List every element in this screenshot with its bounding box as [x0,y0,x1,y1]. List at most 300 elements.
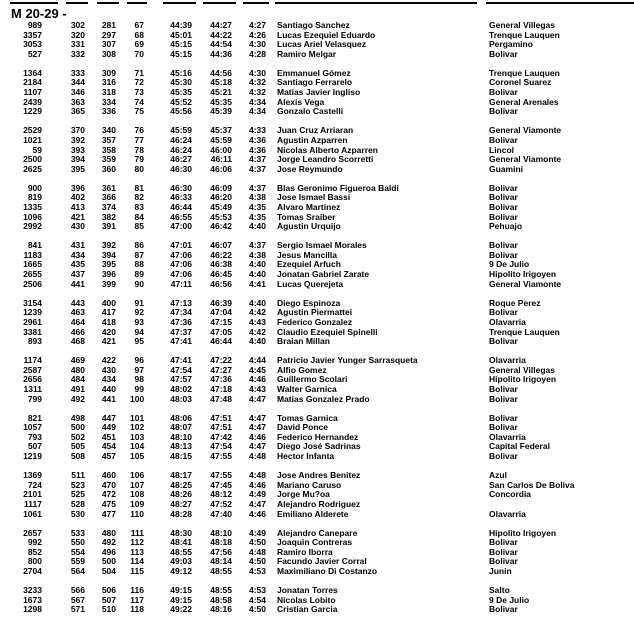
gender-position: 440 [101,384,116,394]
header-rule [10,2,58,4]
pace: 4:27 [248,20,266,30]
gun-time: 47:41 [170,355,192,366]
pace: 4:43 [248,316,266,327]
pace: 4:34 [248,96,266,107]
category-position: 112 [130,537,144,548]
chip-time: 48:14 [210,556,232,567]
general-position: 528 [70,498,85,509]
result-row [0,395,634,405]
pace: 4:47 [248,412,266,423]
gender-position: 447 [101,412,116,423]
chip-time: 46:11 [210,154,232,165]
category-position: 95 [134,336,144,347]
bib-number: 59 [32,144,42,155]
general-position: 413 [70,202,85,212]
general-position: 505 [70,441,85,452]
athlete-name: Jesus Mancilla [277,249,338,260]
gender-position: 496 [101,546,116,557]
gender-position: 472 [101,489,116,500]
gender-position: 480 [101,527,116,538]
city: Bolivar [489,451,518,462]
chip-time: 46:45 [210,269,232,280]
city: 9 De Julio [489,594,530,605]
gun-time: 46:33 [170,192,192,203]
athlete-name: Braian Millan [277,336,330,347]
chip-time: 47:04 [210,307,232,318]
pace: 4:53 [248,566,266,576]
general-position: 430 [70,221,85,232]
gender-position: 361 [101,182,116,193]
result-group [0,414,634,462]
gender-position: 382 [101,211,116,222]
general-position: 421 [70,211,85,222]
gender-position: 399 [101,278,116,289]
category-position: 81 [134,182,144,193]
chip-time: 48:10 [210,527,232,538]
city: Bolivar [489,384,518,394]
bib-number: 852 [27,546,42,557]
pace: 4:46 [248,431,266,442]
chip-time: 45:21 [210,87,232,98]
pace: 4:37 [248,182,266,193]
general-position: 469 [70,355,85,366]
general-position: 333 [70,67,85,78]
category-position: 113 [130,546,144,557]
gender-position: 297 [101,29,116,40]
category-position: 98 [134,374,144,385]
athlete-name: Lucas Querejeta [277,278,344,289]
city: Bolivar [489,307,518,318]
category-title: M 20-29 - [11,6,67,21]
athlete-name: Ramiro Iborra [277,546,333,557]
general-position: 523 [70,479,85,490]
gun-time: 46:44 [170,202,192,212]
header-rule [163,2,196,4]
pace: 4:50 [248,604,266,615]
bib-number: 3381 [23,326,42,337]
category-position: 110 [130,508,144,519]
gun-time: 45:59 [170,125,192,136]
chip-time: 47:18 [210,384,232,394]
result-group [0,299,634,347]
bib-number: 1369 [23,470,42,481]
pace: 4:34 [248,106,266,117]
athlete-name: Claudio Ezequiel Spinelli [277,326,378,337]
bib-number: 1229 [23,106,42,117]
chip-time: 46:00 [210,144,232,155]
general-position: 464 [70,316,85,327]
category-position: 105 [130,451,145,462]
gender-position: 307 [101,39,116,50]
city: San Carlos De Boliva [489,479,575,490]
chip-time: 44:56 [210,67,232,78]
bib-number: 507 [27,441,42,452]
header-rule [127,2,147,4]
category-position: 79 [134,154,144,165]
bib-number: 2184 [23,77,42,88]
pace: 4:45 [248,364,266,375]
chip-time: 47:05 [210,326,232,337]
gender-position: 360 [101,163,116,174]
bib-number: 1061 [23,508,42,519]
gun-time: 47:34 [170,307,192,318]
bib-number: 800 [27,556,42,567]
gun-time: 47:57 [170,374,192,385]
category-position: 103 [130,431,145,442]
gun-time: 48:02 [170,384,192,394]
category-position: 106 [130,470,145,481]
result-group [0,586,634,615]
gun-time: 49:15 [170,585,192,596]
result-row [0,452,634,462]
chip-time: 45:49 [210,202,232,212]
result-row [0,165,634,175]
bib-number: 989 [27,20,42,30]
city: Bolivar [489,87,518,98]
gun-time: 48:10 [170,431,192,442]
gender-position: 457 [101,451,116,462]
bib-number: 1335 [23,202,42,212]
city: Olavarria [489,431,526,442]
category-position: 104 [130,441,145,452]
athlete-name: Sergio Ismael Morales [277,240,367,251]
gun-time: 49:22 [170,604,192,615]
category-position: 115 [130,566,144,576]
bib-number: 821 [27,412,42,423]
pace: 4:35 [248,211,266,222]
general-position: 567 [70,594,85,605]
city: Bolivar [489,412,518,423]
gender-position: 449 [101,422,116,433]
pace: 4:42 [248,326,266,337]
bib-number: 724 [27,479,42,490]
pace: 4:46 [248,479,266,490]
bib-number: 2506 [23,278,42,289]
bib-number: 2655 [23,269,42,280]
athlete-name: Tomas Garnica [277,412,338,423]
general-position: 435 [70,259,85,270]
gun-time: 47:37 [170,326,192,337]
general-position: 566 [70,585,85,596]
city: Olavarria [489,355,526,366]
gender-position: 336 [101,106,116,117]
pace: 4:40 [248,259,266,270]
gender-position: 460 [101,470,116,481]
athlete-name: Jorge Leandro Scorretti [277,154,374,165]
chip-time: 47:51 [210,412,232,423]
pace: 4:40 [248,336,266,347]
bib-number: 2704 [23,566,42,576]
result-group [0,184,634,232]
gender-position: 475 [101,498,116,509]
pace: 4:42 [248,307,266,318]
bib-number: 2101 [23,489,42,500]
city: Coronel Suarez [489,77,552,88]
pace: 4:50 [248,537,266,548]
chip-time: 45:18 [210,77,232,88]
result-group [0,69,634,117]
athlete-name: Santiago Ferrarelo [277,77,353,88]
gun-time: 48:28 [170,508,192,519]
bib-number: 1057 [23,422,42,433]
gun-time: 49:15 [170,594,192,605]
city: Guamini [489,163,524,174]
athlete-name: Ramiro Melgar [277,48,337,59]
pace: 4:30 [248,39,266,50]
pace: 4:48 [248,451,266,462]
chip-time: 45:37 [210,125,232,136]
city: Bolivar [489,192,518,203]
gun-time: 48:55 [170,546,192,557]
category-position: 92 [134,307,144,318]
category-position: 96 [134,355,144,366]
pace: 4:47 [248,498,266,509]
athlete-name: Alexis Vega [277,96,325,107]
pace: 4:38 [248,192,266,203]
city: General Villegas [489,20,555,30]
category-position: 73 [134,87,144,98]
chip-time: 45:39 [210,106,232,117]
athlete-name: Tomas Sraiber [277,211,336,222]
general-position: 525 [70,489,85,500]
city: Bolivar [489,546,518,557]
bib-number: 1183 [23,249,42,260]
bib-number: 1174 [23,355,42,366]
category-position: 111 [130,527,144,538]
category-position: 114 [130,556,144,567]
gun-time: 47:41 [170,336,192,347]
category-position: 84 [134,211,144,222]
chip-time: 47:56 [210,546,232,557]
athlete-name: Santiago Sanchez [277,20,350,30]
athlete-name: Walter Garnica [277,384,337,394]
result-group [0,356,634,404]
result-group [0,529,634,577]
athlete-name: Jorge Mu?oa [277,489,330,500]
header-rules [0,0,634,6]
header-rule [203,2,236,4]
gun-time: 45:16 [170,67,192,78]
chip-time: 47:55 [210,451,232,462]
bib-number: 793 [27,431,42,442]
chip-time: 46:39 [210,297,232,308]
pace: 4:53 [248,585,266,596]
bib-number: 1298 [23,604,42,615]
gender-position: 400 [101,297,116,308]
gender-position: 318 [101,87,116,98]
athlete-name: Lucas Ariel Velasquez [277,39,366,50]
pace: 4:40 [248,221,266,232]
gender-position: 470 [101,479,116,490]
gun-time: 46:24 [170,134,192,145]
athlete-name: Juan Cruz Arriaran [277,125,354,136]
athlete-name: Jose Reymundo [277,163,343,174]
category-position: 99 [134,384,144,394]
gun-time: 47:54 [170,364,192,375]
result-row [0,107,634,117]
chip-time: 47:36 [210,374,232,385]
athlete-name: Patricio Javier Yunger Sarrasqueta [277,355,418,366]
gender-position: 340 [101,125,116,136]
general-position: 463 [70,307,85,318]
city: Bolivar [489,48,518,59]
city: Capital Federal [489,441,550,452]
bib-number: 2625 [23,163,42,174]
chip-time: 46:44 [210,336,232,347]
athlete-name: Nicolas Lobito [277,594,336,605]
city: Salto [489,585,510,596]
pace: 4:44 [248,355,266,366]
city: Olavarria [489,316,526,327]
bib-number: 1219 [23,451,42,462]
category-position: 100 [130,393,145,404]
category-position: 102 [130,422,145,433]
city: Trenque Lauquen [489,326,560,337]
general-position: 302 [70,20,85,30]
city: Bolivar [489,182,518,193]
gun-time: 45:15 [170,48,192,59]
gun-time: 45:01 [170,29,192,40]
gender-position: 507 [101,594,116,605]
pace: 4:30 [248,67,266,78]
city: Bolivar [489,240,518,251]
category-position: 89 [134,269,144,280]
pace: 4:36 [248,134,266,145]
general-position: 533 [70,527,85,538]
bib-number: 1117 [24,498,42,509]
athlete-name: Jonatan Gabriel Zarate [277,269,370,280]
general-position: 571 [70,604,85,615]
result-row [0,280,634,290]
general-position: 370 [70,125,85,136]
athlete-name: Jose Andres Benitez [277,470,361,481]
pace: 4:40 [248,297,266,308]
header-rule [486,2,634,4]
category-position: 88 [134,259,144,270]
gender-position: 316 [101,77,116,88]
city: General Villegas [489,364,555,375]
general-position: 392 [70,134,85,145]
gender-position: 418 [101,316,116,327]
athlete-name: Nicolas Alberto Azparren [277,144,378,155]
header-rule [66,2,88,4]
gun-time: 45:30 [170,77,192,88]
chip-time: 48:16 [210,604,232,615]
category-position: 93 [134,316,144,327]
gun-time: 47:00 [170,221,192,232]
gun-time: 49:03 [170,556,192,567]
category-position: 86 [134,240,144,251]
gun-time: 46:30 [170,163,192,174]
gender-position: 430 [101,364,116,375]
category-position: 74 [134,96,144,107]
category-position: 83 [134,202,144,212]
gun-time: 48:13 [170,441,192,452]
bib-number: 900 [27,182,42,193]
bib-number: 1673 [23,594,42,605]
chip-time: 46:38 [210,259,232,270]
athlete-name: Facundo Javier Corral [277,556,367,567]
pace: 4:38 [248,249,266,260]
pace: 4:40 [248,269,266,280]
athlete-name: Maximiliano Di Costanzo [277,566,378,576]
athlete-name: Cristian Garcia [277,604,338,615]
general-position: 498 [70,412,85,423]
athlete-name: Ezequiel Arfuch [277,259,341,270]
category-position: 75 [134,106,144,117]
general-position: 320 [70,29,85,40]
category-position: 117 [130,594,144,605]
gun-time: 48:17 [170,470,192,481]
general-position: 395 [70,163,85,174]
city: Concordia [489,489,532,500]
pace: 4:32 [248,77,266,88]
general-position: 511 [71,470,85,481]
general-position: 393 [70,144,85,155]
pace: 4:54 [248,594,266,605]
pace: 4:33 [248,125,266,136]
gender-position: 391 [101,221,116,232]
bib-number: 893 [27,336,42,347]
chip-time: 45:53 [210,211,232,222]
city: Hipolito Irigoyen [489,269,557,280]
athlete-name: Federico Gonzalez [277,316,353,327]
city: Roque Perez [489,297,541,308]
category-position: 72 [134,77,144,88]
chip-time: 45:59 [210,134,232,145]
athlete-name: David Ponce [277,422,329,433]
general-position: 394 [70,154,85,165]
gun-time: 48:07 [170,422,192,433]
chip-time: 47:45 [210,479,232,490]
gender-position: 477 [101,508,116,519]
bib-number: 2657 [23,527,42,538]
gender-position: 394 [101,249,116,260]
bib-number: 1311 [23,384,42,394]
chip-time: 44:27 [210,20,232,30]
athlete-name: Emiliano Alderete [277,508,349,519]
pace: 4:47 [248,422,266,433]
gun-time: 48:30 [170,527,192,538]
gender-position: 308 [101,48,116,59]
category-position: 70 [134,48,144,59]
chip-time: 47:27 [210,364,232,375]
pace: 4:36 [248,144,266,155]
pace: 4:47 [248,393,266,404]
gender-position: 434 [101,374,116,385]
result-row [0,567,634,577]
general-position: 437 [70,269,85,280]
category-position: 90 [134,278,144,289]
result-group [0,471,634,519]
chip-time: 45:35 [210,96,232,107]
pace: 4:43 [248,384,266,394]
category-position: 85 [134,221,144,232]
bib-number: 1107 [23,87,42,98]
gun-time: 45:56 [170,106,192,117]
pace: 4:32 [248,87,266,98]
bib-number: 2656 [23,374,42,385]
gun-time: 47:36 [170,316,192,327]
gender-position: 366 [101,192,116,203]
athlete-name: Hector Infanta [277,451,335,462]
city: Lincol [489,144,515,155]
city: General Viamonte [489,125,562,136]
athlete-name: Alejandro Canepare [277,527,358,538]
athlete-name: Mariano Caruso [277,479,342,490]
header-rule [243,2,269,4]
city: Bolivar [489,211,518,222]
